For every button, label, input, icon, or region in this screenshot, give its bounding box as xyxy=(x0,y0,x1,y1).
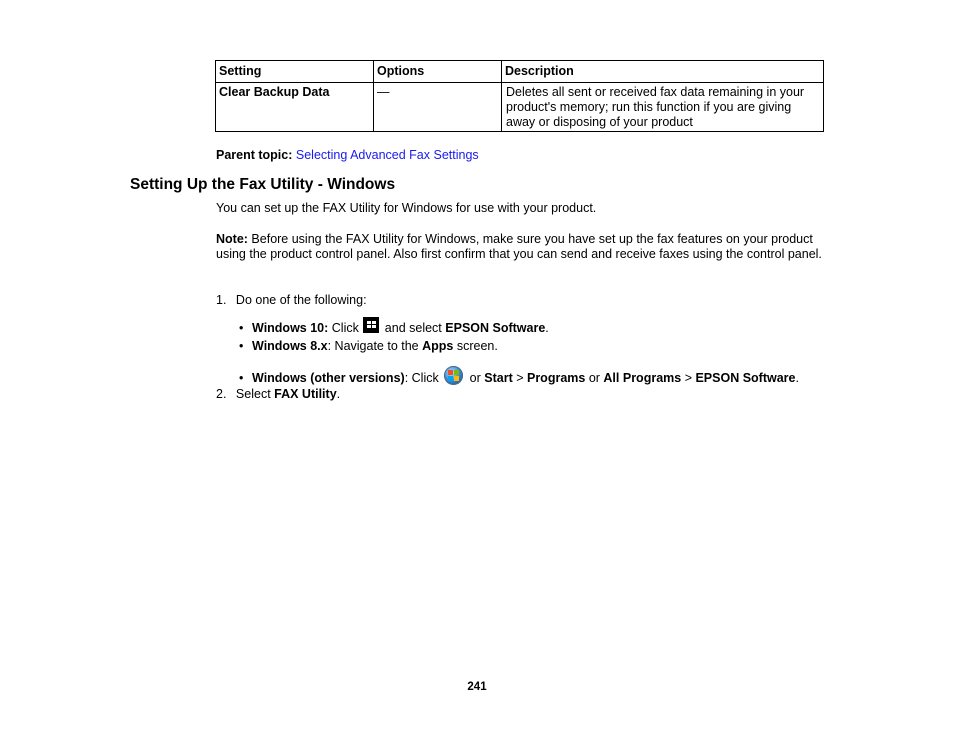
table-header-row xyxy=(216,61,824,83)
step-2 xyxy=(216,387,340,402)
parent-topic xyxy=(216,148,479,163)
section-intro: You can set up the FAX Utility for Windows for use with your product. xyxy=(216,201,597,215)
column-header-description: Description xyxy=(502,61,824,83)
parent-topic-label: Parent topic: xyxy=(216,148,293,162)
column-header-options: Options xyxy=(374,61,502,83)
step-number: 1. xyxy=(216,293,227,307)
section-title: Setting Up the Fax Utility - Windows xyxy=(130,176,396,193)
bullet-windows-10: • Windows 10: Click and select EPSON Software. xyxy=(239,317,549,336)
bullet-label: Windows 10: xyxy=(252,321,329,335)
settings-table xyxy=(215,60,824,132)
options-cell: — xyxy=(374,83,502,132)
step-text: Do one of the following: xyxy=(235,293,367,307)
page-number: 241 xyxy=(467,681,487,693)
windows-7-start-orb-icon xyxy=(444,366,463,385)
step-1 xyxy=(216,293,367,308)
windows-10-start-icon xyxy=(363,317,379,333)
description-cell: Deletes all sent or received fax data remaining in your product's memory; run this function if you are giving away or disposing of your product xyxy=(502,83,824,132)
note-text: Before using the FAX Utility for Windows, make sure you have set up the fax features on your product using the product control panel. Also first confirm that you can send and receive faxes using the control panel. xyxy=(216,232,822,261)
bullet-label: Windows (other versions) xyxy=(252,371,405,385)
step-text: Select FAX Utility. xyxy=(235,387,341,401)
step-number: 2. xyxy=(216,387,227,401)
note-paragraph xyxy=(216,232,822,262)
bullet-windows-other: • Windows (other versions): Click or Start > Programs or All Programs > EPSON Software. xyxy=(239,366,799,386)
note-label: Note: xyxy=(216,232,248,246)
parent-topic-link[interactable]: Selecting Advanced Fax Settings xyxy=(295,148,479,162)
bullet-label: Windows 8.x xyxy=(252,339,328,353)
column-header-setting: Setting xyxy=(216,61,374,83)
bullet-windows-8: • Windows 8.x: Navigate to the Apps screen. xyxy=(239,339,498,353)
setting-cell: Clear Backup Data xyxy=(216,83,374,132)
table-row xyxy=(216,83,824,132)
